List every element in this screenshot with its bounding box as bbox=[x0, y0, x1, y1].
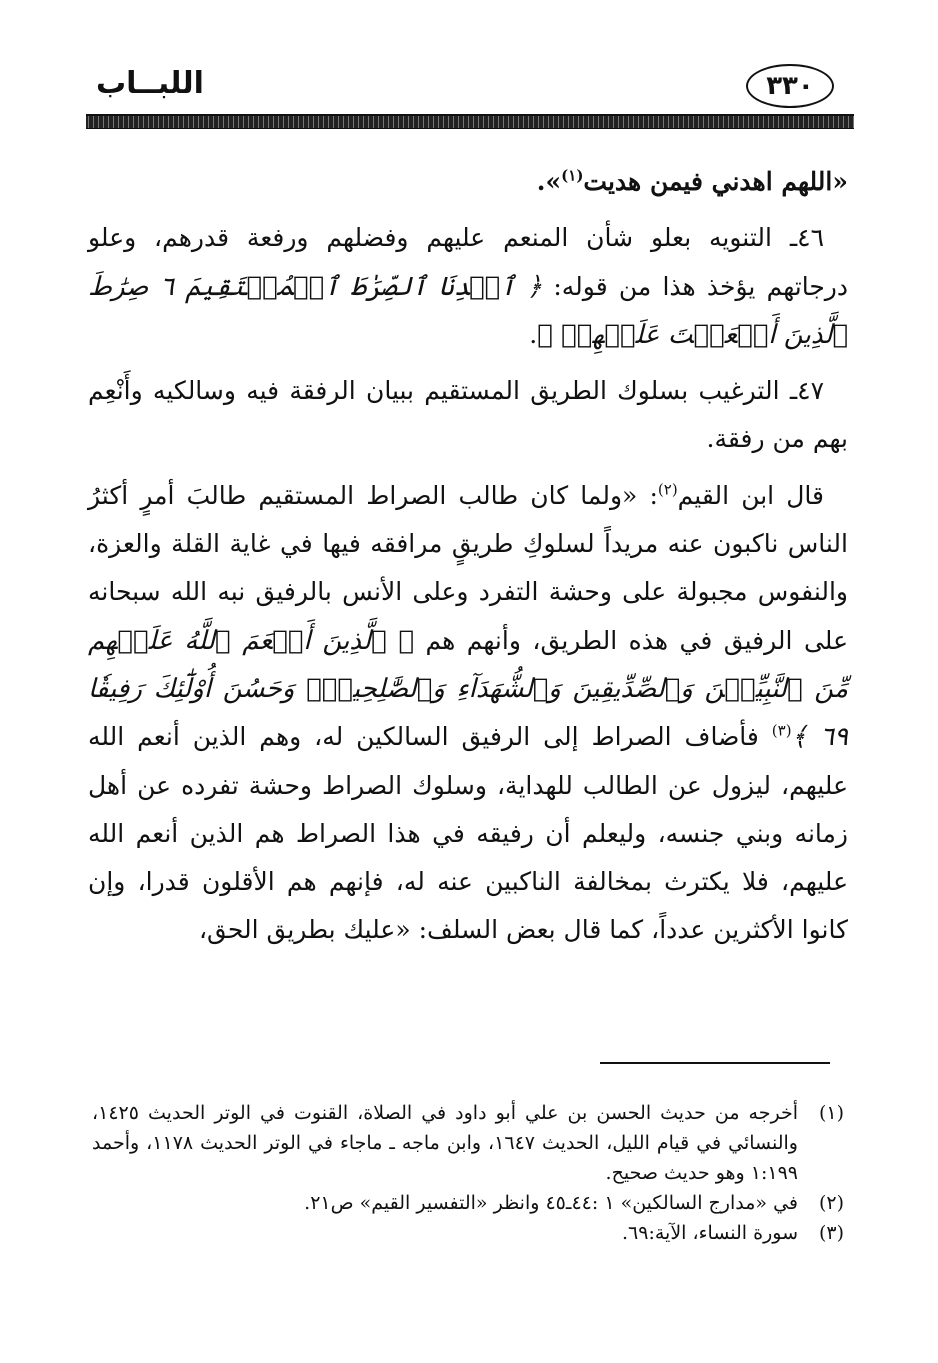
paragraph-46 bbox=[88, 214, 848, 359]
book-title: اللبــاب bbox=[96, 66, 204, 101]
dua-end: ». bbox=[536, 167, 562, 196]
footnote-text-1: أخرجه من حديث الحسن بن علي أبو داود في الصلاة، القنوت في الوتر الحديث ١٤٢٥، والنسائي في قيام الليل، الحديث ١٦٤٧، وابن ماجه ـ ماجاء في الوتر الحديث ١١٧٨، وأحمد ١:١٩٩ وهو حديث صحيح. bbox=[92, 1102, 798, 1184]
footnote-text-2: في «مدارج السالكين» ١ :٤٤ـ٤٥ وانظر «التفسير القيم» ص٢١. bbox=[304, 1192, 798, 1214]
quote-lead: قال ابن القيم bbox=[677, 480, 824, 510]
paragraph-46-end: . bbox=[529, 319, 538, 349]
footnotes bbox=[92, 1098, 844, 1248]
item-number-47: ٤٧ـ bbox=[789, 376, 824, 406]
quote-text-b: فأضاف الصراط إلى الرفيق السالكين له، وهم الذين أنعم الله عليهم، ليزول عن الطالب للهداية، وسلوك الصراط وحشة تفرده عن أهل زمانه وبني جنسه، وليعلم أن رفيقه في هذا الصراط هم الذين أنعم الله عليهم، فلا يكترث بمخالفة الناكبين عنه له، فإنهم هم الأقلون قدرا، وإن كانوا الأكثرين عدداً، كما قال بعض السلف: «عليك بطريق الحق، bbox=[88, 722, 848, 945]
footnote-divider bbox=[600, 1062, 830, 1064]
quran-verse-nisa: ﴿ ٱلَّذِينَ أَنۡعَمَ ٱللَّهُ عَلَيۡهِم مِّنَ ٱلنَّبِيِّـۧنَ وَٱلصِّدِّيقِينَ وَٱلشُّهَدَآءِ وَٱلصَّٰلِحِينَۚ وَحَسُنَ أُوْلَٰٓئِكَ رَفِيقٗا ٦٩ ﴾ bbox=[88, 625, 848, 753]
footnote-3 bbox=[92, 1218, 844, 1248]
footnote-1 bbox=[92, 1098, 844, 1188]
header-divider bbox=[86, 114, 854, 129]
footnote-ref-3: (٣) bbox=[771, 721, 792, 740]
footnote-marker-2: (٢) bbox=[818, 1192, 844, 1214]
dua-text: «اللهم اهدني فيمن هديت bbox=[583, 167, 848, 196]
paragraph-46-text: التنويه بعلو شأن المنعم عليهم وفضلهم ورفعة قدرهم، وعلو درجاتهم يؤخذ هذا من قوله: bbox=[88, 223, 848, 301]
item-number-46: ٤٦ـ bbox=[789, 223, 824, 253]
footnote-2 bbox=[92, 1188, 844, 1218]
footnote-ref-2: (٢) bbox=[657, 480, 678, 499]
paragraph-47 bbox=[88, 367, 848, 464]
footnote-marker-1: (١) bbox=[818, 1102, 844, 1124]
paragraph-ibn-qayyim bbox=[88, 472, 848, 955]
quote-text-a: : «ولما كان طالب الصراط المستقيم طالبَ أمرٍ أكثرُ الناس ناكبون عنه مريداً لسلوكِ طريقٍ مرافقه فيها في غاية القلة والعزة، والنفوس مجبولة على وحشة التفرد وعلى الأنس بالرفيق نبه الله سبحانه على الرفيق في هذه الطريق، وأنهم هم bbox=[88, 480, 848, 655]
paragraph-dua bbox=[88, 158, 848, 206]
footnote-ref-1: (١) bbox=[561, 166, 584, 185]
footnote-text-3: سورة النساء، الآية:٦٩. bbox=[621, 1222, 798, 1244]
paragraph-47-text: الترغيب بسلوك الطريق المستقيم ببيان الرفقة فيه وسالكيه وأَنْعِم بهم من رفقة. bbox=[88, 376, 848, 454]
page-number: ٣٣٠ bbox=[746, 64, 834, 108]
running-header bbox=[88, 64, 850, 114]
footnote-marker-3: (٣) bbox=[818, 1222, 844, 1244]
quran-verse-fatiha: ﴿ ٱهۡدِنَا ٱلصِّرَٰطَ ٱلۡمُسۡتَقِيمَ ٦ صِرَٰطَ ٱلَّذِينَ أَنۡعَمۡتَ عَلَيۡهِمۡ ﴾ bbox=[88, 271, 848, 350]
main-text bbox=[88, 158, 848, 955]
